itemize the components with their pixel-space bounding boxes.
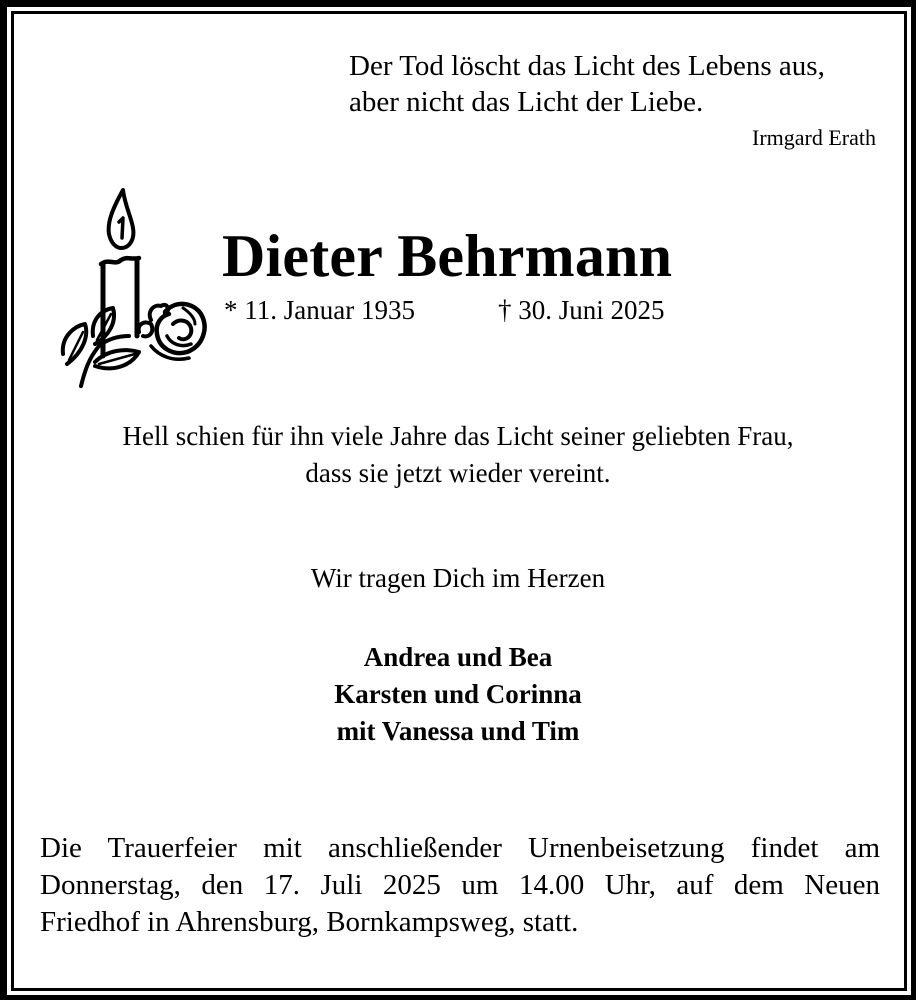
verse-line-1: Hell schien für ihn viele Jahre das Licht seiner geliebten Frau,	[122, 421, 794, 451]
family-line-2: Karsten und Corinna	[334, 679, 582, 709]
quote-line-2: aber nicht das Licht der Liebe.	[349, 86, 704, 118]
verse-line-2: dass sie jetzt wieder vereint.	[305, 458, 611, 488]
birth-date: * 11. Januar 1935	[224, 295, 415, 325]
family-line-3: mit Vanessa und Tim	[336, 716, 580, 746]
quote-line-1: Der Tod löscht das Licht des Lebens aus,	[349, 50, 825, 82]
ceremony-line-2: Donnerstag, den 17. Juli 2025 um 14.00 Uhr, auf dem Neuen	[40, 869, 880, 901]
ceremony-notice	[40, 830, 880, 941]
ceremony-line-3: Friedhof in Ahrensburg, Bornkampsweg, statt.	[40, 906, 579, 938]
death-date: † 30. Juni 2025	[498, 295, 665, 325]
ceremony-line-1: Die Trauerfeier mit anschließender Urnenbeisetzung findet am	[40, 832, 880, 864]
deceased-name: Dieter Behrmann	[222, 223, 673, 289]
family-line-1: Andrea und Bea	[363, 642, 553, 672]
motto: Wir tragen Dich im Herzen	[310, 563, 606, 593]
quote-author: Irmgard Erath	[752, 125, 876, 150]
verse	[0, 418, 916, 492]
candle-with-rose-and-leaves-icon	[55, 186, 215, 391]
family-signature	[0, 639, 916, 750]
